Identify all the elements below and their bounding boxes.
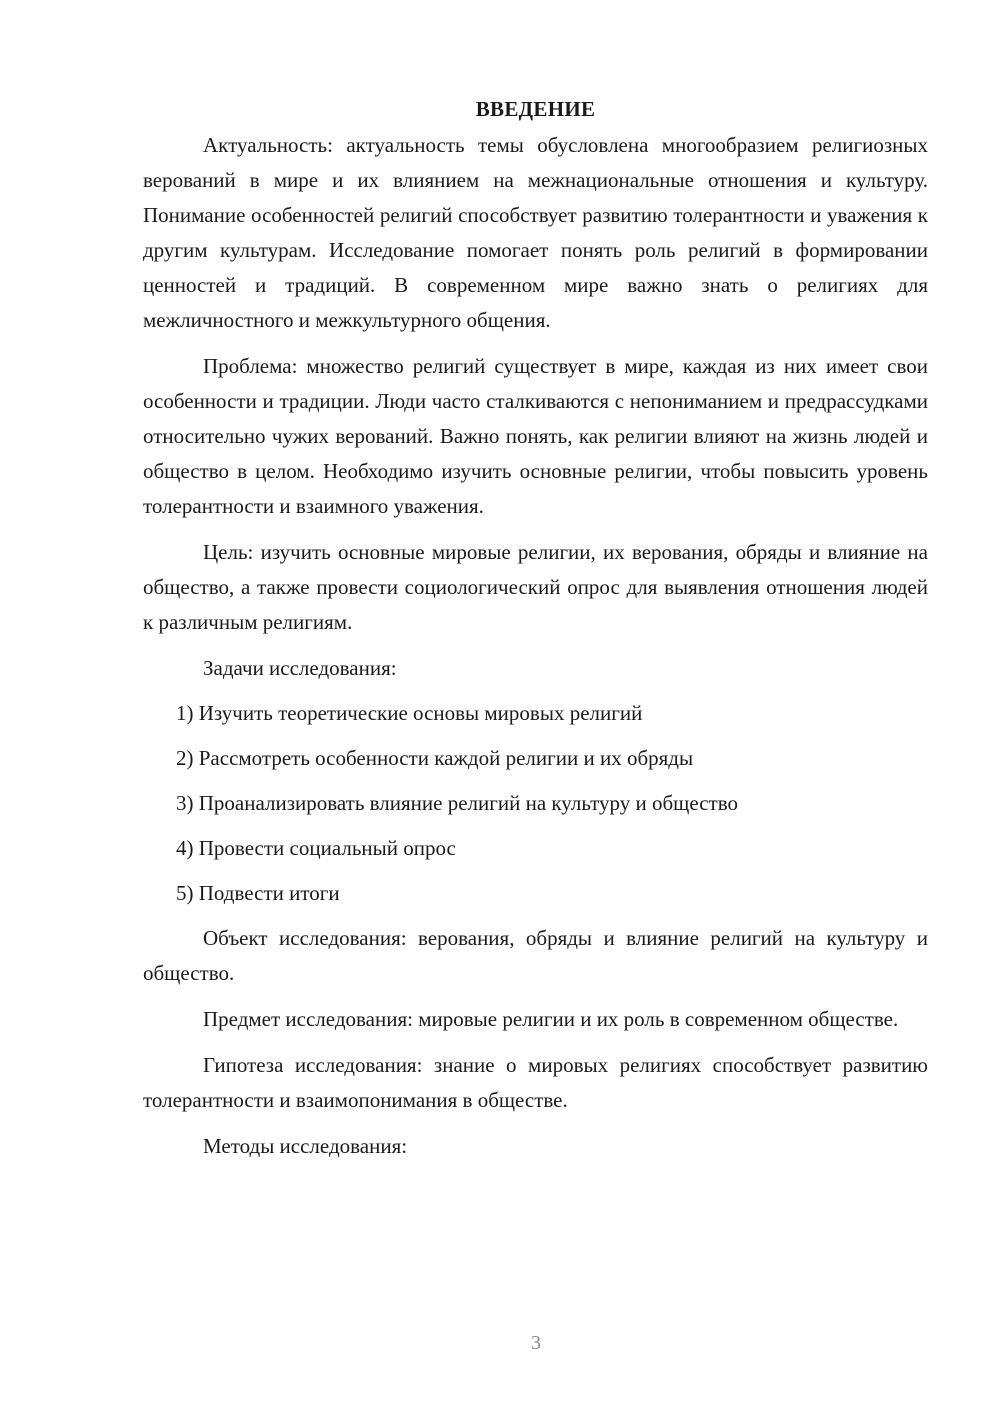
- task-item: 5) Подвести итоги: [176, 881, 340, 905]
- problem-paragraph: Проблема: множество религий существует в мире, каждая из них имеет свои особенности и традиции. Люди часто сталкиваются с непониманием и предрассудками относительно чужих верований. Важно понять, как религии влияют на жизнь людей и общество в целом. Необходимо изучить основные религии, чтобы повысить уровень толерантности и взаимного уважения.: [143, 354, 928, 518]
- section-title: ВВЕДЕНИЕ: [475, 97, 596, 121]
- document-page: [143, 92, 928, 1174]
- task-item: 4) Провести социальный опрос: [176, 836, 456, 860]
- subject-paragraph: Предмет исследования: мировые религии и их роль в современном обществе.: [203, 1007, 899, 1031]
- methods-heading: Методы исследования:: [203, 1134, 408, 1158]
- goal-paragraph: Цель: изучить основные мировые религии, их верования, обряды и влияние на общество, а также провести социологический опрос для выявления отношения людей к различным религиям.: [143, 540, 928, 634]
- object-paragraph: Объект исследования: верования, обряды и влияние религий на культуру и общество.: [143, 926, 928, 985]
- task-item: 3) Проанализировать влияние религий на культуру и общество: [176, 791, 738, 815]
- relevance-paragraph: Актуальность: актуальность темы обусловлена многообразием религиозных верований в мире и их влиянием на межнациональные отношения и культуру. Понимание особенностей религий способствует развитию толерантности и уважения к другим культурам. Исследование помогает понять роль религий в формировании ценностей и традиций. В современном мире важно знать о религиях для межличностного и межкультурного общения.: [143, 133, 928, 332]
- task-item: 1) Изучить теоретические основы мировых религий: [176, 701, 643, 725]
- page-number: 3: [531, 1332, 541, 1354]
- tasks-heading: Задачи исследования:: [203, 656, 397, 680]
- task-item: 2) Рассмотреть особенности каждой религии и их обряды: [176, 746, 694, 770]
- hypothesis-paragraph: Гипотеза исследования: знание о мировых религиях способствует развитию толерантности и взаимопонимания в обществе.: [143, 1053, 928, 1112]
- tasks-list: [143, 696, 928, 911]
